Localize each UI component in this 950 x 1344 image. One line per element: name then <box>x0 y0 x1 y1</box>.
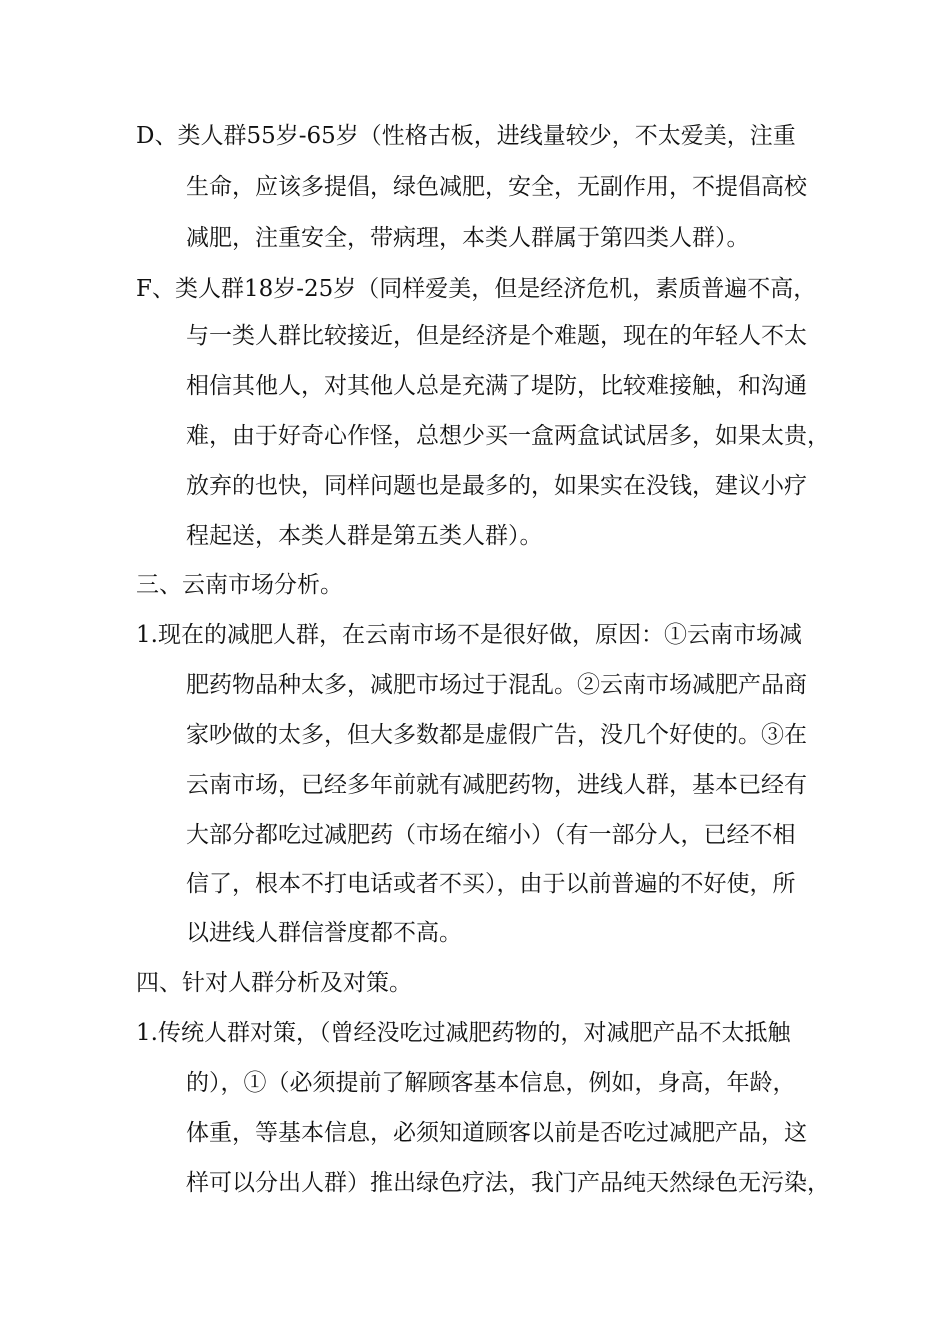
section4-heading: 四、针对人群分析及对策。 <box>136 970 412 996</box>
f-group-line-5: 放弃的也快，同样问题也是最多的，如果实在没钱，建议小疗 <box>186 473 807 499</box>
section4-item1-line-3: 体重，等基本信息，必须知道顾客以前是否吃过减肥产品，这 <box>186 1120 807 1146</box>
section4-item1-line-4: 样可以分出人群）推出绿色疗法，我门产品纯天然绿色无污染， <box>186 1170 830 1196</box>
section3-item1-line-3: 家吵做的太多，但大多数都是虚假广告，没几个好使的。③在 <box>186 722 807 748</box>
section3-heading: 三、云南市场分析。 <box>136 572 343 598</box>
f-group-line-1: F、类人群18岁-25岁（同样爱美，但是经济危机，素质普遍不高， <box>136 276 817 302</box>
section3-item1-line-4: 云南市场，已经多年前就有减肥药物，进线人群，基本已经有 <box>186 772 807 798</box>
d-group-line-3: 减肥，注重安全，带病理，本类人群属于第四类人群）。 <box>186 225 750 251</box>
section3-item1-line-5: 大部分都吃过减肥药（市场在缩小）（有一部分人，已经不相 <box>186 822 796 848</box>
section4-item1-line-2: 的），①（必须提前了解顾客基本信息，例如，身高，年龄， <box>186 1070 796 1096</box>
section4-item1-line-1: 1.传统人群对策，（曾经没吃过减肥药物的，对减肥产品不太抵触 <box>136 1020 791 1046</box>
f-group-line-2: 与一类人群比较接近，但是经济是个难题，现在的年轻人不太 <box>186 323 807 349</box>
section3-item1-line-2: 肥药物品种太多，减肥市场过于混乱。②云南市场减肥产品商 <box>186 672 807 698</box>
f-group-line-4: 难，由于好奇心作怪，总想少买一盒两盒试试居多，如果太贵， <box>186 423 830 449</box>
f-group-line-3: 相信其他人，对其他人总是充满了堤防，比较难接触，和沟通 <box>186 373 807 399</box>
section3-item1-line-6: 信了，根本不打电话或者不买），由于以前普遍的不好使，所 <box>186 871 796 897</box>
f-group-line-6: 程起送，本类人群是第五类人群）。 <box>186 523 543 549</box>
section3-item1-line-7: 以进线人群信誉度都不高。 <box>186 920 462 946</box>
d-group-line-1: D、类人群55岁-65岁（性格古板，进线量较少，不太爱美，注重 <box>136 123 796 149</box>
d-group-line-2: 生命，应该多提倡，绿色减肥，安全，无副作用，不提倡高校 <box>186 174 807 200</box>
section3-item1-line-1: 1.现在的减肥人群，在云南市场不是很好做，原因：①云南市场减 <box>136 622 802 648</box>
